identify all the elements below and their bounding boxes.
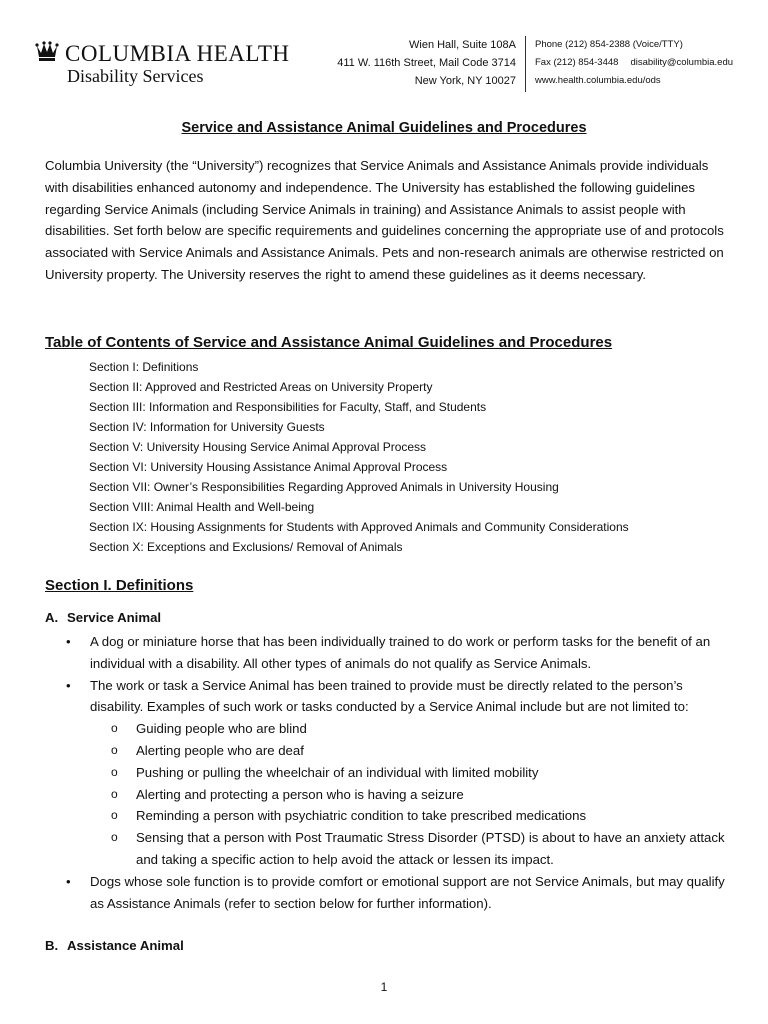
example-item: o Reminding a person with psychiatric condition to take prescribed medications — [136, 805, 730, 827]
header-divider — [525, 36, 526, 92]
email-address: disability@columbia.edu — [630, 57, 734, 68]
toc-item: Section X: Exceptions and Exclusions/ Removal of Animals — [89, 540, 403, 554]
address-block — [337, 36, 516, 90]
example-item: o Guiding people who are blind — [136, 718, 730, 740]
letterhead — [0, 28, 768, 100]
subsection-letter: A. — [45, 610, 59, 625]
page-number: 1 — [380, 980, 388, 994]
toc-item: Section II: Approved and Restricted Areas on University Property — [89, 380, 433, 394]
toc-item: Section I: Definitions — [89, 360, 199, 374]
contact-block — [535, 36, 745, 90]
bullet-item: • A dog or miniature horse that has been individually trained to do work or perform tasks for the benefit of an individual with a disability. All other types of animals do not qualify as Service Animals. — [90, 631, 730, 675]
subsection-service-animal — [45, 610, 161, 625]
address-line: 411 W. 116th Street, Mail Code 3714 — [337, 57, 516, 69]
logo-title: COLUMBIA HEALTH — [65, 41, 290, 66]
subsection-letter: B. — [45, 938, 59, 953]
address-line: Wien Hall, Suite 108A — [409, 39, 516, 51]
example-item: o Alerting people who are deaf — [136, 740, 730, 762]
examples-list — [90, 718, 730, 871]
toc-item: Section IV: Information for University Guests — [89, 420, 325, 434]
subsection-assistance-animal — [45, 938, 184, 953]
toc-item: Section VI: University Housing Assistance Animal Approval Process — [89, 460, 448, 474]
table-of-contents — [89, 357, 629, 557]
subsection-title: Service Animal — [67, 610, 162, 625]
section-heading: Section I. Definitions — [45, 577, 194, 594]
toc-item: Section III: Information and Responsibilities for Faculty, Staff, and Students — [89, 400, 487, 414]
bullet-item — [90, 675, 730, 871]
fax-number: Fax (212) 854-3448 — [535, 57, 619, 68]
toc-item: Section V: University Housing Service Animal Approval Process — [89, 440, 427, 454]
toc-item: Section VII: Owner’s Responsibilities Regarding Approved Animals in University Housing — [89, 480, 559, 494]
crown-icon — [35, 40, 59, 62]
address-line: New York, NY 10027 — [414, 75, 516, 87]
fax-email-line — [535, 54, 745, 72]
intro-paragraph: Columbia University (the “University”) recognizes that Service Animals and Assistance Animals provide individuals with disabilities enhanced autonomy and independence. The University has established the following guidelines regarding Service Animals (including Service Animals in training) and Assistance Animals to assist people with disabilities. Set forth below are specific requirements and guidelines concerning the appropriate use of and protocols associated with Service Animals and Assistance Animals. Pets and non-research animals are otherwise restricted on University property. The University reserves the right to amend these guidelines as it deems necessary. — [45, 158, 724, 282]
bullet-text: The work or task a Service Animal has been trained to provide must be directly related to the person’s disability. Examples of such work or tasks conducted by a Service Animal include but are not limited to: — [90, 677, 689, 715]
subsection-title: Assistance Animal — [67, 938, 184, 953]
website-link: www.health.columbia.edu/ods — [535, 75, 661, 86]
document-title: Service and Assistance Animal Guidelines and Procedures — [181, 120, 587, 136]
bullet-item: • Dogs whose sole function is to provide comfort or emotional support are not Service Animals, but may qualify as Assistance Animals (refer to section below for further information). — [90, 871, 730, 915]
toc-heading: Table of Contents of Service and Assistance Animal Guidelines and Procedures — [45, 334, 613, 351]
example-item: o Alerting and protecting a person who is having a seizure — [136, 784, 730, 806]
logo-subtitle: Disability Services — [67, 66, 204, 86]
toc-item: Section VIII: Animal Health and Well-being — [89, 500, 315, 514]
example-item: o Pushing or pulling the wheelchair of an individual with limited mobility — [136, 762, 730, 784]
phone-line: Phone (212) 854-2388 (Voice/TTY) — [535, 39, 683, 50]
toc-item: Section IX: Housing Assignments for Students with Approved Animals and Community Considerations — [89, 520, 629, 534]
service-animal-bullets — [90, 631, 730, 914]
example-item: o Sensing that a person with Post Traumatic Stress Disorder (PTSD) is about to have an anxiety attack and taking a specific action to help avoid the attack or lessen its impact. — [136, 827, 730, 871]
